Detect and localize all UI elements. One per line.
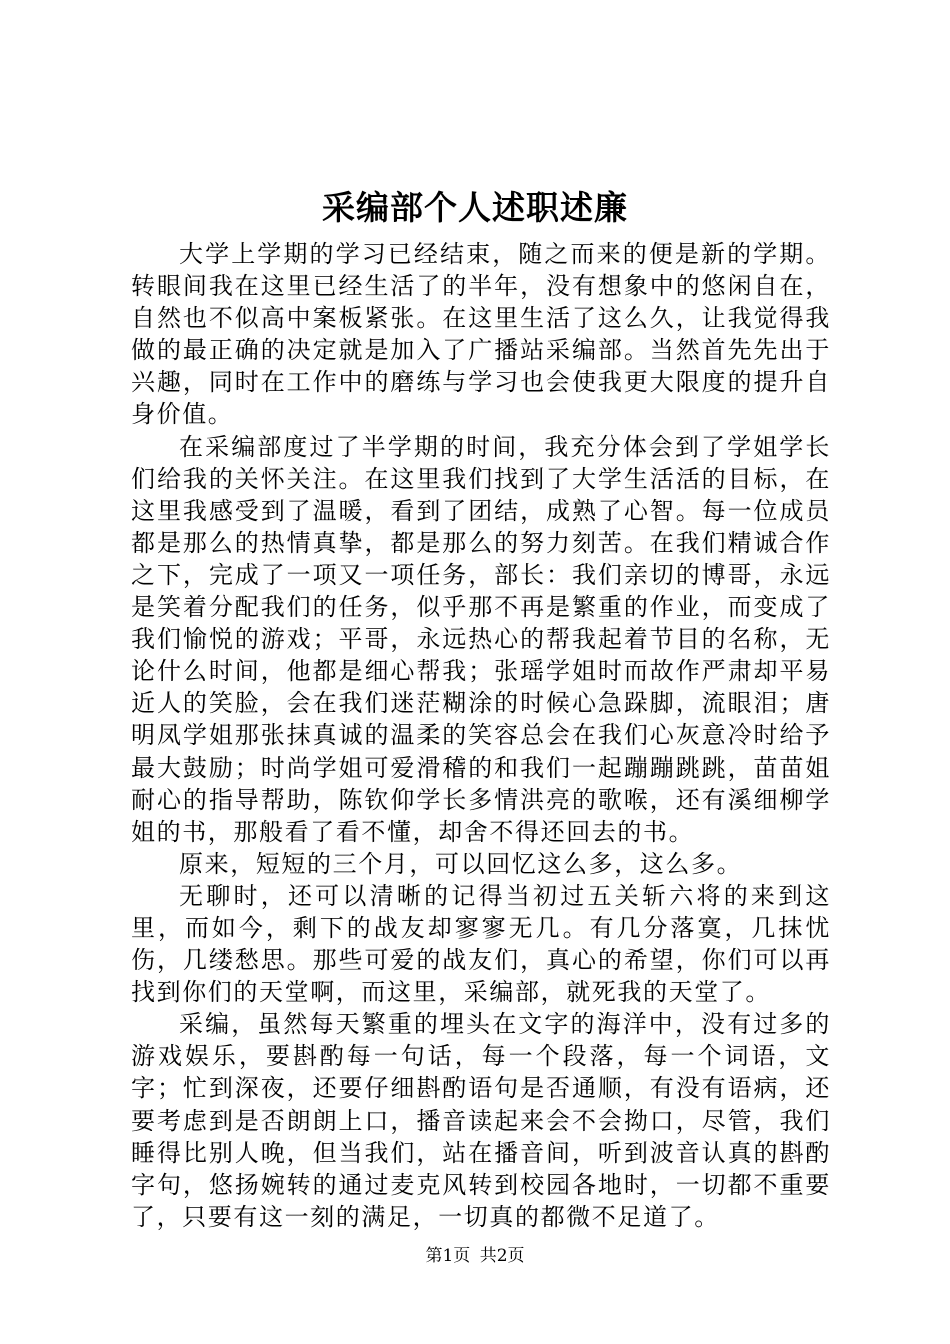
page-number: 第1页	[425, 1246, 471, 1266]
paragraph: 原来，短短的三个月，可以回忆这么多，这么多。	[179, 849, 743, 878]
document-title: 采编部个人述职述廉	[322, 188, 628, 227]
paragraph: 无聊时，还可以清晰的记得当初过五关斩六将的来到这里，而如今，剩下的战友却寥寥无几。有几分落寞，几抹忧伤，几缕愁思。那些可爱的战友们，真心的希望，你们可以再找到你们的天堂啊，而这里，采编部，就死我的天堂了。	[131, 881, 831, 1007]
paragraph: 采编，虽然每天繁重的埋头在文字的海洋中，没有过多的游戏娱乐，要斟酌每一句话，每一个段落，每一个词语，文字；忙到深夜，还要仔细斟酌语句是否通顺，有没有语病，还要考虑到是否朗朗上口，播音读起来会不会拗口，尽管，我们睡得比别人晚，但当我们，站在播音间，听到波音认真的斟酌字句，悠扬婉转的通过麦克风转到校园各地时，一切都不重要了，只要有这一刻的满足，一切真的都微不足道了。	[131, 1010, 831, 1231]
paragraph: 在采编部度过了半学期的时间，我充分体会到了学姐学长们给我的关怀关注。在这里我们找到了大学生活活的目标，在这里我感受到了温暖，看到了团结，成熟了心智。每一位成员都是那么的热情真挚，都是那么的努力刻苦。在我们精诚合作之下，完成了一项又一项任务，部长：我们亲切的博哥，永远是笑着分配我们的任务，似乎那不再是繁重的作业，而变成了我们愉悦的游戏；平哥，永远热心的帮我起着节目的名称，无论什么时间，他都是细心帮我；张瑶学姐时而故作严肃却平易近人的笑脸，会在我们迷茫糊涂的时候心急跺脚，流眼泪；唐明凤学姐那张抹真诚的温柔的笑容总会在我们心灰意冷时给予最大鼓励；时尚学姐可爱滑稽的和我们一起蹦蹦跳跳，苗苗姐耐心的指导帮助，陈钦仰学长多情洪亮的歌喉，还有溪细柳学姐的书，那般看了看不懂，却舍不得还回去的书。	[131, 432, 831, 846]
page-footer	[0, 1244, 950, 1268]
paragraph: 大学上学期的学习已经结束，随之而来的便是新的学期。转眼间我在这里已经生活了的半年，没有想象中的悠闲自在，自然也不似高中案板紧张。在这里生活了这么久，让我觉得我做的最正确的决定就是加入了广播站采编部。当然首先先出于兴趣，同时在工作中的磨练与学习也会使我更大限度的提升自身价值。	[131, 240, 831, 429]
page-total: 共2页	[479, 1246, 525, 1266]
document-body	[131, 238, 831, 1233]
